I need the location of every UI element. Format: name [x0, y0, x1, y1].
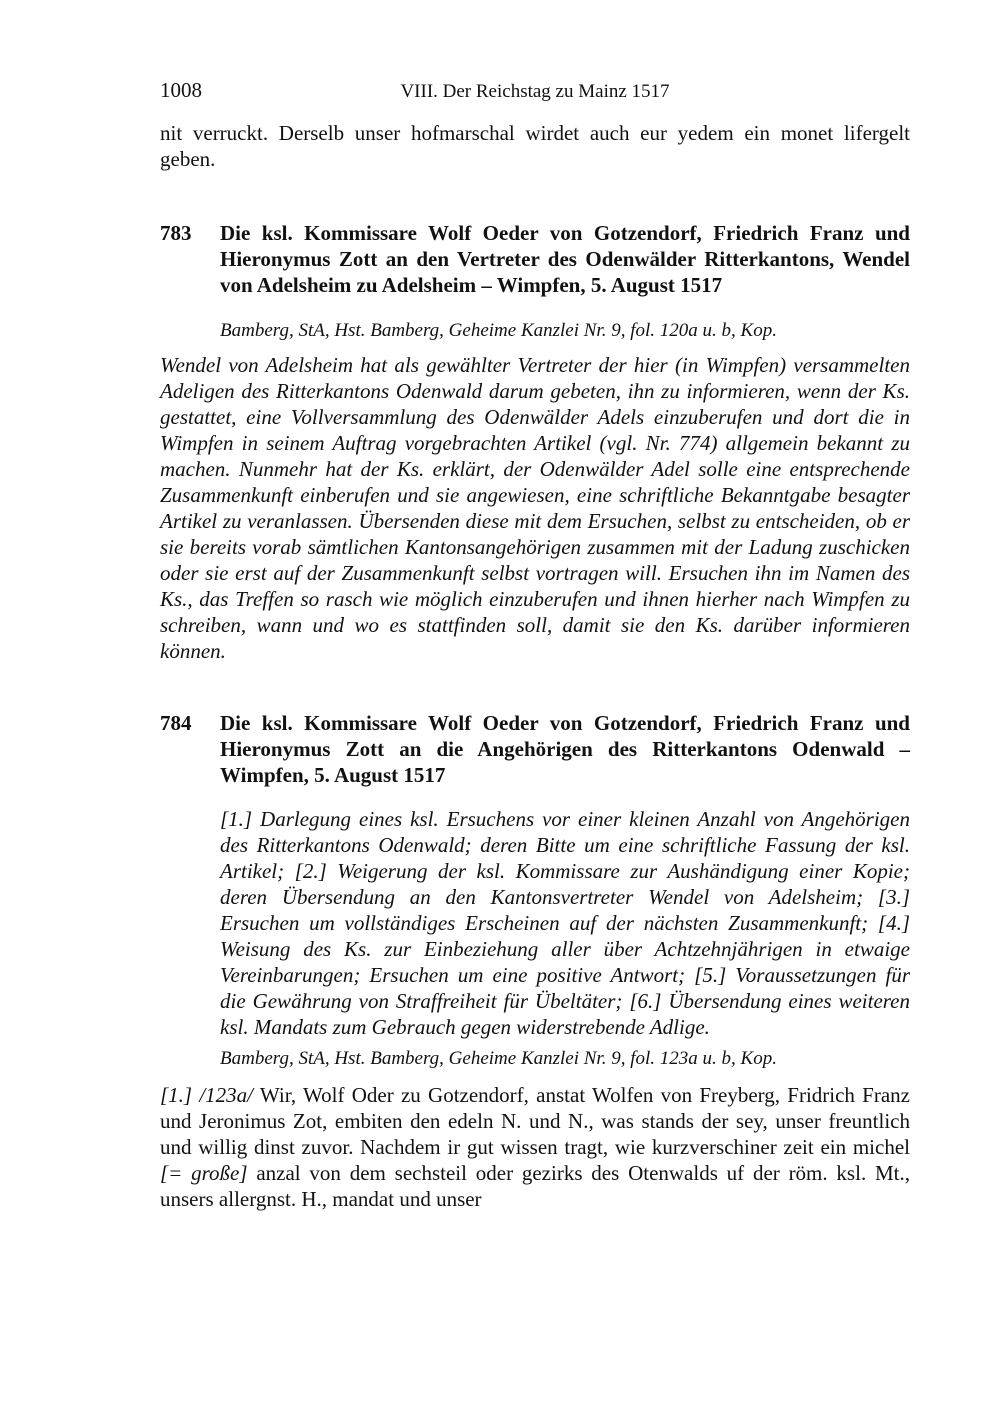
- entry-784-heading: [160, 710, 910, 788]
- page-header: [160, 78, 910, 106]
- entry-title: Die ksl. Kommissare Wolf Oeder von Gotzendorf, Friedrich Franz und Hieronymus Zott an den Vertreter des Odenwälder Ritterkantons, Wendel von Adelsheim zu Adelsheim – Wimpfen, 5. August 1517: [220, 221, 910, 297]
- entry-783-regest: Wendel von Adelsheim hat als gewählter Vertreter der hier (in Wimpfen) versammelten Adeligen des Ritterkantons Odenwald darum gebeten, ihn zu informieren, wenn der Ks. gestattet, eine Vollversammlung des Odenwälder Adels einzuberufen und dort die in Wimpfen in seinem Auftrag vorgebrachten Artikel (vgl. Nr. 774) allgemein bekannt zu machen. Nunmehr hat der Ks. erklärt, der Odenwälder Adel solle eine entsprechende Zusammenkunft einberufen und sie angewiesen, eine schriftliche Bekanntgabe besagter Artikel zu veranlassen. Übersenden diese mit dem Ersuchen, selbst zu entscheiden, ob er sie bereits vorab sämtlichen Kantonsangehörigen zusammen mit der Ladung zuschicken oder sie erst auf der Zusammenkunft selbst vortragen will. Ersuchen ihn im Namen des Ks., das Treffen so rasch wie möglich einzuberufen und ihnen hierher nach Wimpfen zu schreiben, wann und wo es stattfinden soll, damit sie den Ks. darüber informieren können.: [160, 353, 910, 663]
- entry-783-source: Bamberg, StA, Hst. Bamberg, Geheime Kanzlei Nr. 9, fol. 120a u. b, Kop.: [220, 320, 777, 341]
- document-page: [160, 78, 910, 1212]
- text-segment: anzal von dem sechsteil oder gezirks des Otenwalds uf der röm. ksl. Mt., unsers allergnst. H., mandat und unser: [160, 1161, 910, 1211]
- entry-784-summary: [1.] Darlegung eines ksl. Ersuchens vor einer kleinen Anzahl von Angehörigen des Ritterkantons Odenwald; deren Bitte um eine schriftliche Fassung der ksl. Artikel; [2.] Weigerung der ksl. Kommissare zur Aushändigung einer Kopie; deren Übersendung an den Kantonsvertreter Wendel von Adelsheim; [3.] Ersuchen um vollständiges Erscheinen auf der nächsten Zusammenkunft; [4.] Weisung des Ks. zur Einbeziehung aller über Achtzehnjährigen in etwaige Vereinbarungen; Ersuchen um eine positive Antwort; [5.] Voraussetzungen für die Gewährung von Straffreiheit für Übeltäter; [6.] Übersendung eines weiteren ksl. Mandats zum Gebrauch gegen widerstrebende Adlige.: [220, 807, 910, 1039]
- folio-marker: [1.] /123a/: [160, 1083, 254, 1107]
- entry-784-source: Bamberg, StA, Hst. Bamberg, Geheime Kanzlei Nr. 9, fol. 123a u. b, Kop.: [220, 1048, 777, 1069]
- text-segment: Wir, Wolf Oder zu Gotzendorf, anstat Wolfen von Freyberg, Fridrich Franz und Jeronimus Zot, embiten den edeln N. und N., was stands der sey, unser freuntlich und willig dinst zuvor. Nachdem ir gut wissen tragt, wie kurzverschiner zeit ein michel: [160, 1083, 910, 1159]
- page-number: 1008: [160, 78, 202, 102]
- editorial-note: [= große]: [160, 1161, 248, 1185]
- running-title: VIII. Der Reichstag zu Mainz 1517: [400, 81, 670, 102]
- entry-title: Die ksl. Kommissare Wolf Oeder von Gotzendorf, Friedrich Franz und Hieronymus Zott an die Angehörigen des Ritterkantons Odenwald – Wimpfen, 5. August 1517: [220, 711, 910, 787]
- entry-number: 784: [160, 711, 192, 735]
- entry-784-text: [160, 1082, 910, 1212]
- entry-number: 783: [160, 221, 192, 245]
- intro-text: nit verruckt. Derselb unser hofmarschal wirdet auch eur yedem ein monet lifergelt geben.: [160, 121, 910, 171]
- entry-783-heading: [160, 220, 910, 298]
